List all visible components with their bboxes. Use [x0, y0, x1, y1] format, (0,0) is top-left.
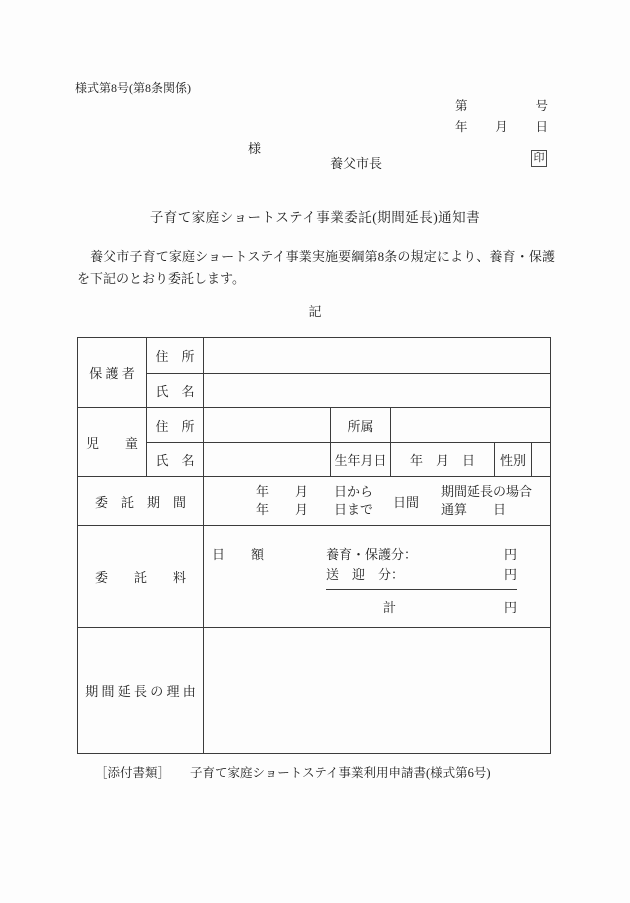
child-address-value	[204, 408, 331, 443]
table-row	[78, 477, 551, 526]
attachment-label: ［添付書類］	[95, 766, 171, 780]
doc-number-suffix: 号	[535, 99, 548, 113]
date-day-label: 日	[535, 120, 548, 134]
sender-mayor: 養父市長	[330, 156, 383, 171]
child-gender-label: 性別	[495, 443, 532, 477]
form-table	[77, 337, 551, 754]
child-section-label: 児 童	[78, 408, 147, 477]
table-row	[78, 443, 551, 477]
child-address-label: 住 所	[147, 408, 204, 443]
table-row	[78, 628, 551, 754]
seal-stamp-box: 印	[531, 150, 547, 167]
attachment-value: 子育て家庭ショートステイ事業利用申請書(様式第6号)	[190, 766, 491, 780]
child-birthdate-label: 生年月日	[331, 443, 391, 477]
period-content-cell	[204, 477, 551, 526]
period-extension	[441, 483, 532, 519]
period-days-label: 日間	[393, 494, 420, 510]
addressee-honorific: 様	[248, 141, 262, 156]
fee-transport-line	[326, 564, 517, 590]
document-title: 子育て家庭ショートステイ事業委託(期間延長)通知書	[149, 210, 481, 225]
table-row	[78, 408, 551, 443]
fee-care-line	[326, 544, 517, 564]
period-extension-case: 期間延長の場合	[441, 484, 533, 499]
child-gender-value	[532, 443, 551, 477]
reason-section-label: 期 間 延 長 の 理 由	[78, 628, 204, 754]
guardian-section-label: 保 護 者	[78, 338, 147, 408]
fee-daily-label: 日 額	[212, 546, 265, 562]
child-name-label: 氏 名	[147, 443, 204, 477]
period-to: 年 月 日まで	[256, 502, 374, 517]
fee-transport-yen: 円	[503, 566, 517, 582]
guardian-name-label: 氏 名	[147, 374, 204, 408]
fee-total-yen: 円	[503, 599, 517, 615]
body-paragraph: 養父市子育て家庭ショートステイ事業実施要綱第8条の規定により、養育・保護を下記のとおり委託します。	[77, 249, 555, 286]
period-extension-total: 通算 日	[441, 502, 507, 517]
fee-lines	[326, 544, 517, 617]
child-name-value	[204, 443, 331, 477]
guardian-address-label: 住 所	[147, 338, 204, 374]
table-row	[78, 338, 551, 374]
child-birthdate-value: 年 月 日	[391, 443, 495, 477]
reason-value	[204, 628, 551, 754]
period-dates	[256, 483, 373, 519]
period-section-label: 委 託 期 間	[78, 477, 204, 526]
period-content	[204, 478, 550, 525]
guardian-name-value	[204, 374, 551, 408]
attachment-note	[95, 763, 491, 781]
doc-number-prefix: 第	[455, 99, 468, 113]
fee-content	[204, 527, 550, 627]
fee-care-yen: 円	[503, 546, 517, 562]
form-number: 様式第8号(第8条関係)	[75, 81, 191, 95]
period-from: 年 月 日から	[256, 484, 374, 499]
fee-total-label: 計	[383, 599, 397, 615]
table-row	[78, 374, 551, 408]
date-line	[455, 117, 548, 135]
document-number-line	[455, 96, 548, 114]
child-affiliation-label: 所属	[331, 408, 391, 443]
fee-section-label: 委 託 料	[78, 526, 204, 628]
date-month-label: 月	[495, 120, 508, 134]
fee-transport-label: 送 迎 分：	[326, 566, 405, 582]
guardian-address-value	[204, 338, 551, 374]
table-row	[78, 526, 551, 628]
child-affiliation-value	[391, 408, 551, 443]
fee-content-cell	[204, 526, 551, 628]
fee-total-line	[326, 597, 517, 617]
date-year-label: 年	[455, 120, 468, 134]
fee-care-label: 養育・保護分：	[326, 546, 418, 562]
record-mark: 記	[308, 304, 322, 319]
